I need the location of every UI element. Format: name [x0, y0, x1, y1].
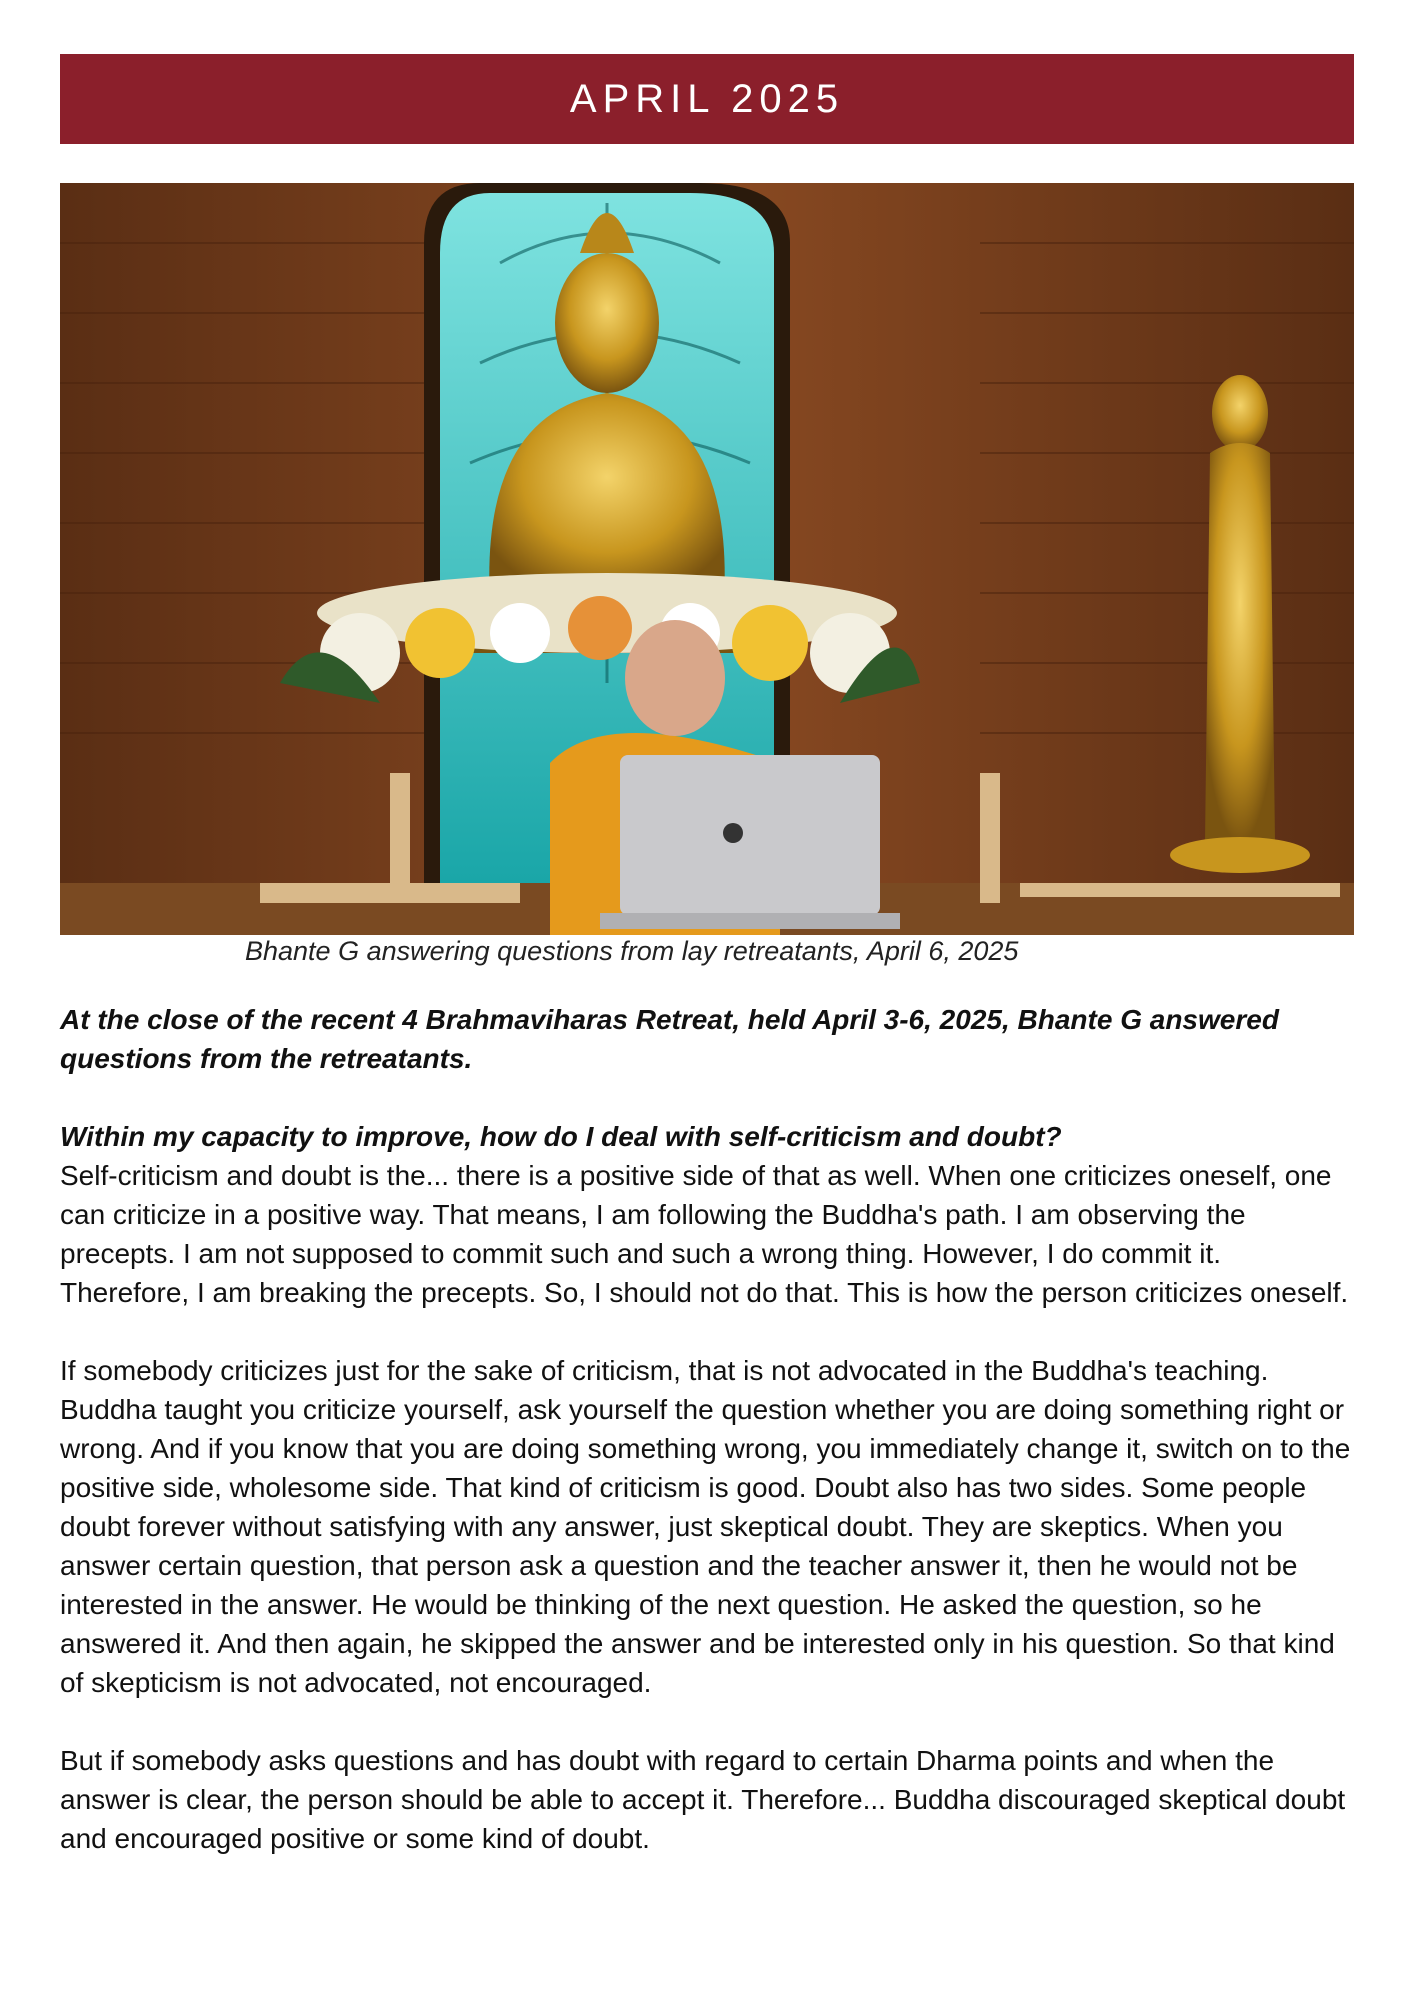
- answer-paragraph-1: [60, 1117, 1354, 1312]
- answer-text-1: Self-criticism and doubt is the... there is a positive side of that as well. When one criticizes oneself, one can criticize in a positive way. That means, I am following the Buddha's path. I am observing the precepts. I am not supposed to commit such and such a wrong thing. However, I do commit it. Therefore, I am breaking the precepts. So, I should not do that. This is how the person criticizes oneself.: [60, 1160, 1349, 1308]
- shrine-photo: [60, 183, 1354, 935]
- article-body: [60, 1000, 1354, 1897]
- intro-paragraph: At the close of the recent 4 Brahmaviharas Retreat, held April 3-6, 2025, Bhante G answered questions from the retreatants.: [60, 1004, 1279, 1074]
- question-heading: Within my capacity to improve, how do I deal with self-criticism and doubt?: [60, 1121, 1062, 1152]
- header-banner: [60, 54, 1354, 144]
- shrine-photo-icon: [60, 183, 1354, 935]
- answer-paragraph-2: If somebody criticizes just for the sake of criticism, that is not advocated in the Buddha's teaching. Buddha taught you criticize yourself, ask yourself the question whether you are doing something right or wrong. And if you know that you are doing something wrong, you immediately change it, switch on to the positive side, wholesome side. That kind of criticism is good. Doubt also has two sides. Some people doubt forever without satisfying with any answer, just skeptical doubt. They are skeptics. When you answer certain question, that person ask a question and the teacher answer it, then he would not be interested in the answer. He would be thinking of the next question. He asked the question, so he answered it. And then again, he skipped the answer and be interested only in his question. So that kind of skepticism is not advocated, not encouraged.: [60, 1355, 1351, 1698]
- photo-caption: Bhante G answering questions from lay retreatants, April 6, 2025: [245, 936, 1019, 966]
- page-title: APRIL 2025: [569, 76, 845, 121]
- answer-paragraph-3: But if somebody asks questions and has doubt with regard to certain Dharma points and when the answer is clear, the person should be able to accept it. Therefore... Buddha discouraged skeptical doubt and encouraged positive or some kind of doubt.: [60, 1745, 1346, 1854]
